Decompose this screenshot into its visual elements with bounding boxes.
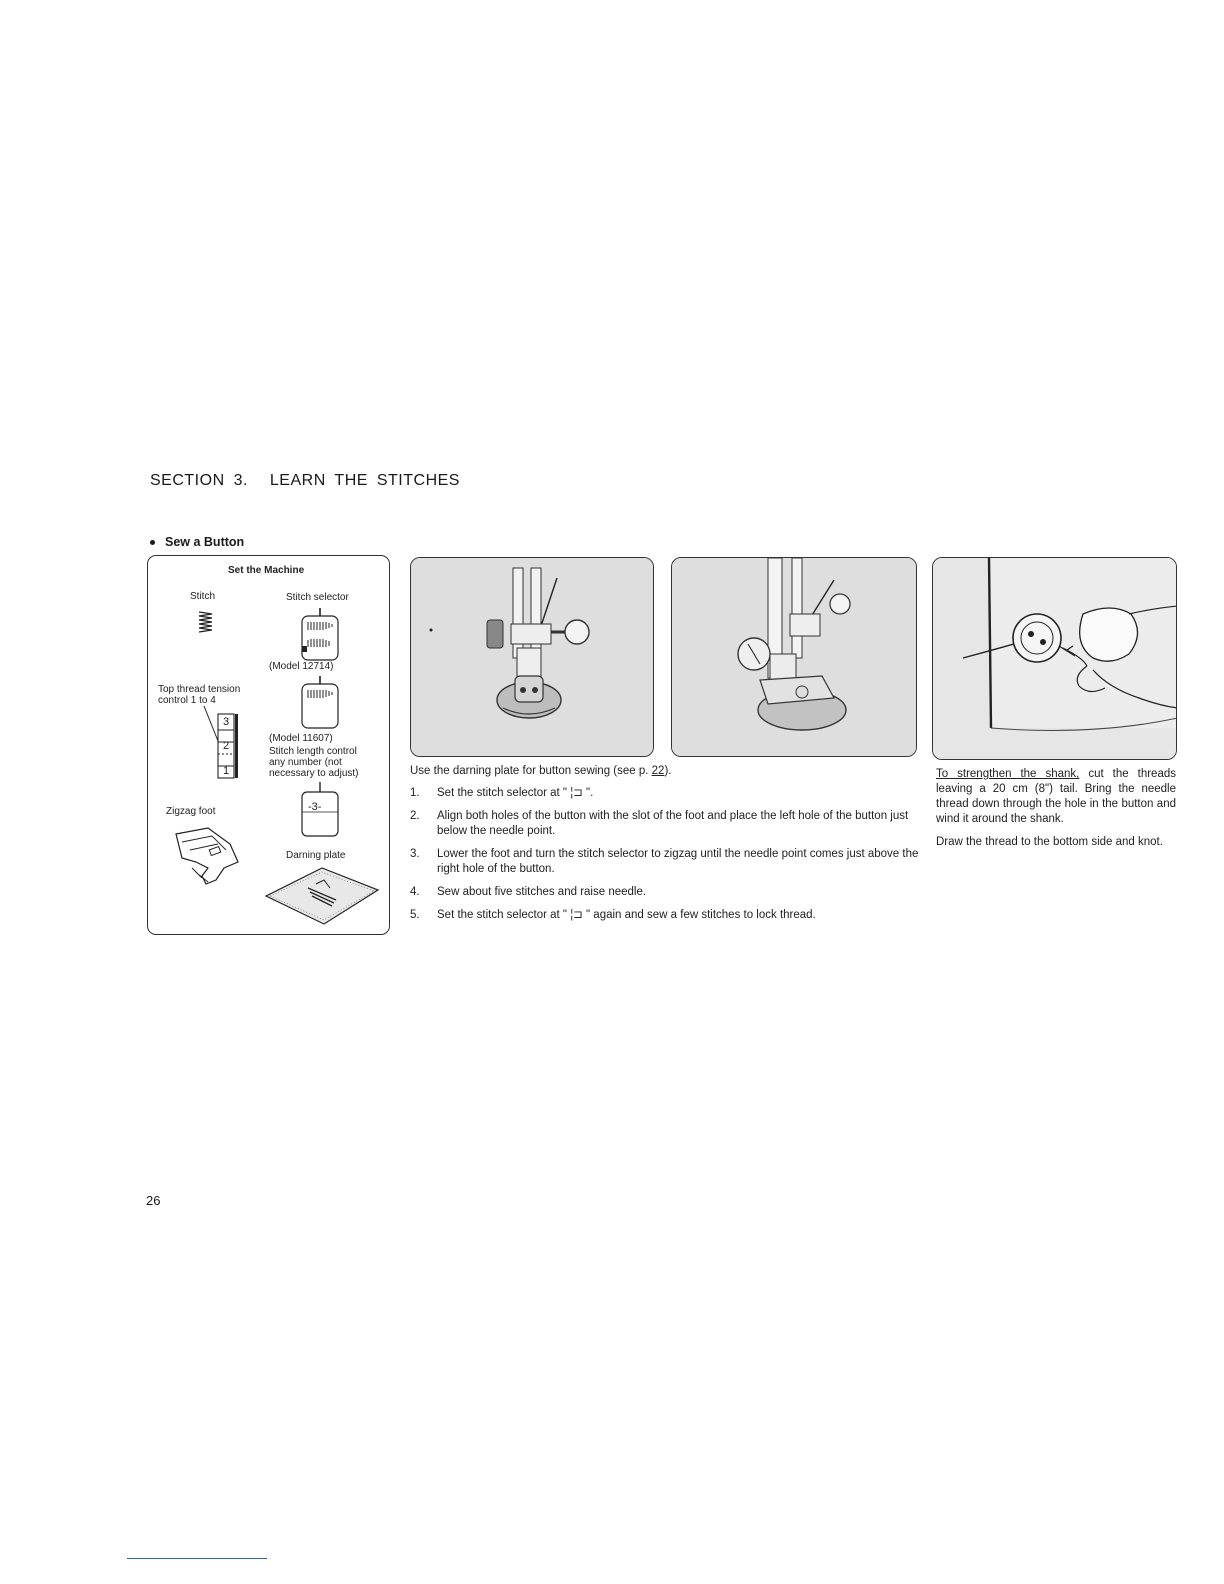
step-text: Sew about five stitches and raise needle. bbox=[437, 886, 647, 898]
tension-label-line2: control 1 to 4 bbox=[158, 695, 216, 706]
section-title bbox=[150, 472, 460, 490]
shank-lead: To strengthen the shank, bbox=[936, 768, 1080, 780]
panel-title: Set the Machine bbox=[228, 565, 305, 576]
shank-paragraph bbox=[936, 767, 1176, 827]
shank-rest: cut the threads leaving a 20 cm (8") tail. Bring the needle thread down through the hole in the button and wind it around the shank. bbox=[936, 768, 1176, 825]
step-item bbox=[410, 809, 920, 839]
heading-text: Sew a Button bbox=[165, 535, 245, 549]
step-text: Align both holes of the button with the slot of the foot and place the left hole of the button just below the needle point. bbox=[437, 810, 909, 837]
set-machine-panel bbox=[147, 555, 390, 935]
step-text: Set the stitch selector at " ¦⊐ ". bbox=[437, 787, 594, 799]
steps-list bbox=[410, 786, 920, 931]
model-a-label: (Model 12714) bbox=[269, 661, 334, 672]
model-b-label: (Model 11607) bbox=[269, 733, 333, 744]
bullet-icon bbox=[150, 540, 155, 545]
presser-foot-front-icon bbox=[411, 558, 654, 757]
plate-number: -3- bbox=[308, 801, 322, 813]
zigzag-foot-icon bbox=[168, 822, 248, 892]
zigzag-stitch-icon bbox=[196, 610, 216, 634]
intro-text bbox=[410, 764, 671, 779]
tension-tick-2: 2 bbox=[223, 740, 230, 752]
subsection-heading bbox=[150, 535, 244, 549]
intro-suffix: ). bbox=[664, 765, 672, 777]
tension-tick-1: 1 bbox=[223, 765, 230, 777]
tension-label-line1: Top thread tension bbox=[158, 684, 241, 695]
stitch-selector-dial-icon bbox=[298, 606, 342, 666]
photo-button-front bbox=[410, 557, 654, 757]
stitch-selector-label: Stitch selector bbox=[286, 592, 349, 603]
stitch-label: Stitch bbox=[190, 591, 216, 602]
step-number: 4. bbox=[410, 886, 420, 898]
step-item bbox=[410, 885, 920, 900]
intro-prefix: Use the darning plate for button sewing (see p. bbox=[410, 765, 652, 777]
page-reference-link[interactable]: 22 bbox=[651, 765, 665, 777]
length-label-line3: necessary to adjust) bbox=[269, 768, 359, 779]
step-number: 2. bbox=[410, 810, 420, 822]
shank-winding-icon bbox=[933, 558, 1177, 760]
footer-rule bbox=[127, 1558, 267, 1559]
section-number: SECTION 3. bbox=[150, 472, 248, 489]
stitch-selector-dial-b-icon bbox=[298, 674, 342, 734]
page-number: 26 bbox=[146, 1193, 161, 1208]
tension-tick-3: 3 bbox=[223, 716, 230, 728]
shank-instructions bbox=[936, 767, 1176, 858]
darning-plate-icon bbox=[260, 862, 384, 930]
step-number: 1. bbox=[410, 787, 420, 799]
step-item bbox=[410, 847, 920, 877]
step-text: Set the stitch selector at " ¦⊐ " again and sew a few stitches to lock thread. bbox=[437, 909, 816, 921]
section-name: LEARN THE STITCHES bbox=[269, 472, 460, 489]
step-text: Lower the foot and turn the stitch selector to zigzag until the needle point comes just above the right hole of the button. bbox=[437, 848, 919, 875]
photo-button-side bbox=[671, 557, 917, 757]
foot-label: Zigzag foot bbox=[166, 806, 216, 817]
knot-paragraph: Draw the thread to the bottom side and knot. bbox=[936, 836, 1163, 848]
photo-shank bbox=[932, 557, 1177, 760]
step-item bbox=[410, 908, 920, 923]
step-number: 3. bbox=[410, 848, 420, 860]
presser-foot-side-icon bbox=[672, 558, 917, 757]
plate-label: Darning plate bbox=[286, 850, 346, 861]
step-item bbox=[410, 786, 920, 801]
length-label-line2: any number (not bbox=[269, 757, 342, 768]
step-number: 5. bbox=[410, 909, 420, 921]
length-label-line1: Stitch length control bbox=[269, 746, 357, 757]
